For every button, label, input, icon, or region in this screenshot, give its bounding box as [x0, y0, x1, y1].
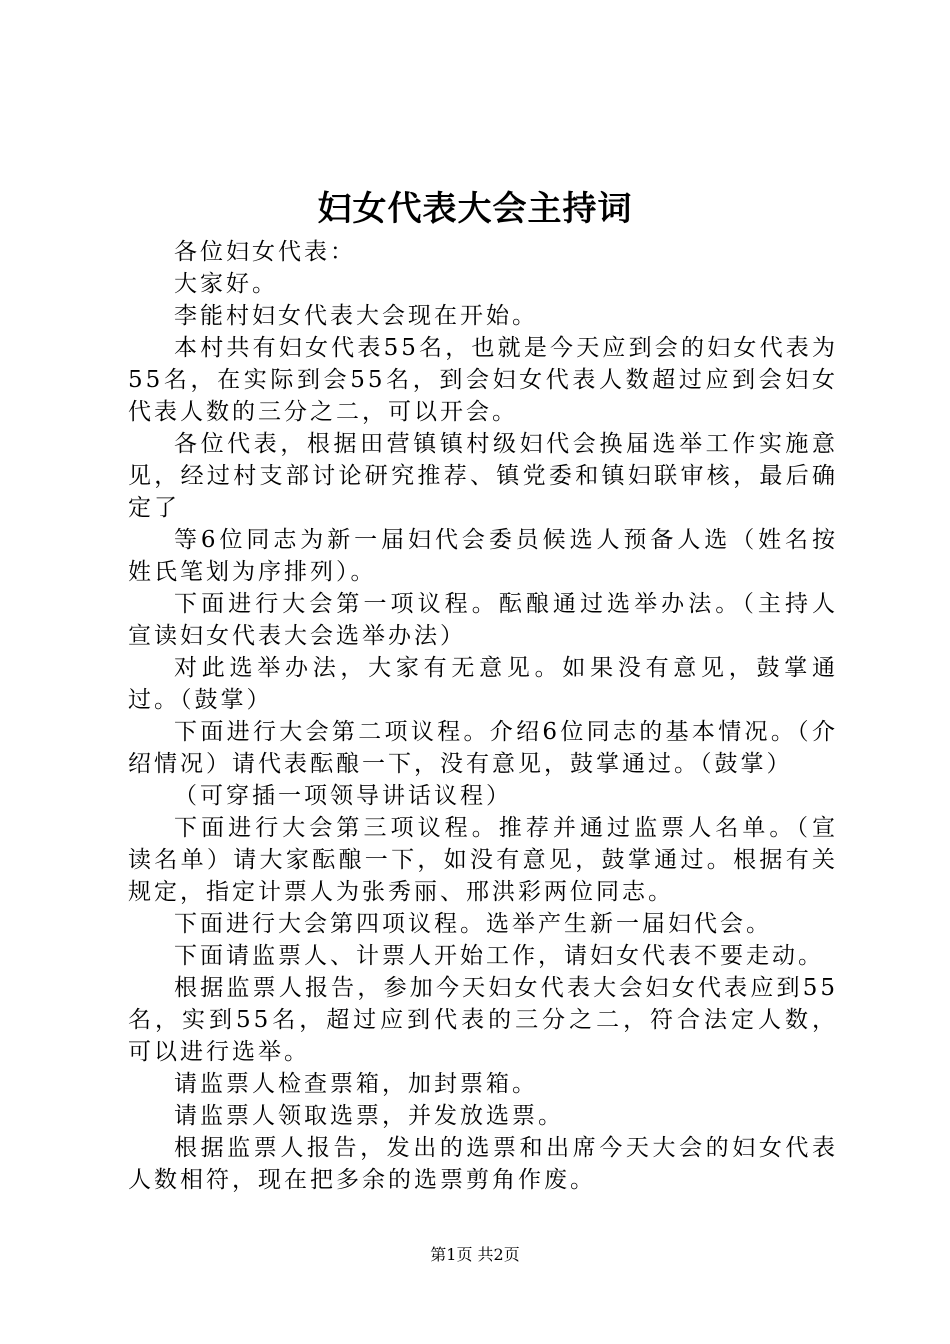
- paragraph-candidates: 等6位同志为新一届妇代会委员候选人预备人选（姓名按姓氏笔划为序排列）。: [128, 527, 838, 585]
- paragraph-agenda-2: 下面进行大会第二项议程。介绍6位同志的基本情况。（介绍情况）请代表酝酿一下，没有意见，鼓掌通过。（鼓掌）: [128, 719, 838, 777]
- paragraph-report-2: 根据监票人报告，发出的选票和出席今天大会的妇女代表人数相符，现在把多余的选票剪角作废。: [128, 1135, 838, 1193]
- paragraph-candidates-intro: 各位代表，根据田营镇镇村级妇代会换届选举工作实施意见，经过村支部讨论研究推荐、镇党委和镇妇联审核，最后确定了: [128, 431, 838, 521]
- paragraph-greeting: 各位妇女代表：: [174, 239, 356, 265]
- document-body: [128, 236, 838, 1196]
- paragraph-agenda-3: 下面进行大会第三项议程。推荐并通过监票人名单。（宣读名单）请大家酝酿一下，如没有意见，鼓掌通过。根据有关规定，指定计票人为张秀丽、邢洪彩两位同志。: [128, 815, 838, 905]
- paragraph-hello: 大家好。: [174, 271, 278, 297]
- paragraph-agenda-1: 下面进行大会第一项议程。酝酿通过选举办法。（主持人宣读妇女代表大会选举办法）: [128, 591, 838, 649]
- paragraph-report-1: 根据监票人报告，参加今天妇女代表大会妇女代表应到55名，实到55名，超过应到代表的三分之二，符合法定人数，可以进行选举。: [128, 975, 838, 1065]
- paragraph-leader-speech: （可穿插一项领导讲话议程）: [174, 783, 512, 809]
- paragraph-check-box: 请监票人检查票箱，加封票箱。: [174, 1071, 538, 1097]
- paragraph-ballots: 请监票人领取选票，并发放选票。: [174, 1103, 564, 1129]
- paragraph-opening: 李能村妇女代表大会现在开始。: [174, 303, 538, 329]
- page-footer: 第1页 共2页: [430, 1245, 520, 1264]
- paragraph-agenda-1-vote: 对此选举办法，大家有无意见。如果没有意见，鼓掌通过。（鼓掌）: [128, 655, 838, 713]
- document-title: 妇女代表大会主持词: [317, 189, 633, 229]
- paragraph-attendance: 本村共有妇女代表55名，也就是今天应到会的妇女代表为55名，在实际到会55名，到会妇女代表人数超过应到会妇女代表人数的三分之二，可以开会。: [128, 335, 838, 425]
- paragraph-start-work: 下面请监票人、计票人开始工作，请妇女代表不要走动。: [174, 943, 824, 969]
- paragraph-agenda-4: 下面进行大会第四项议程。选举产生新一届妇代会。: [174, 911, 772, 937]
